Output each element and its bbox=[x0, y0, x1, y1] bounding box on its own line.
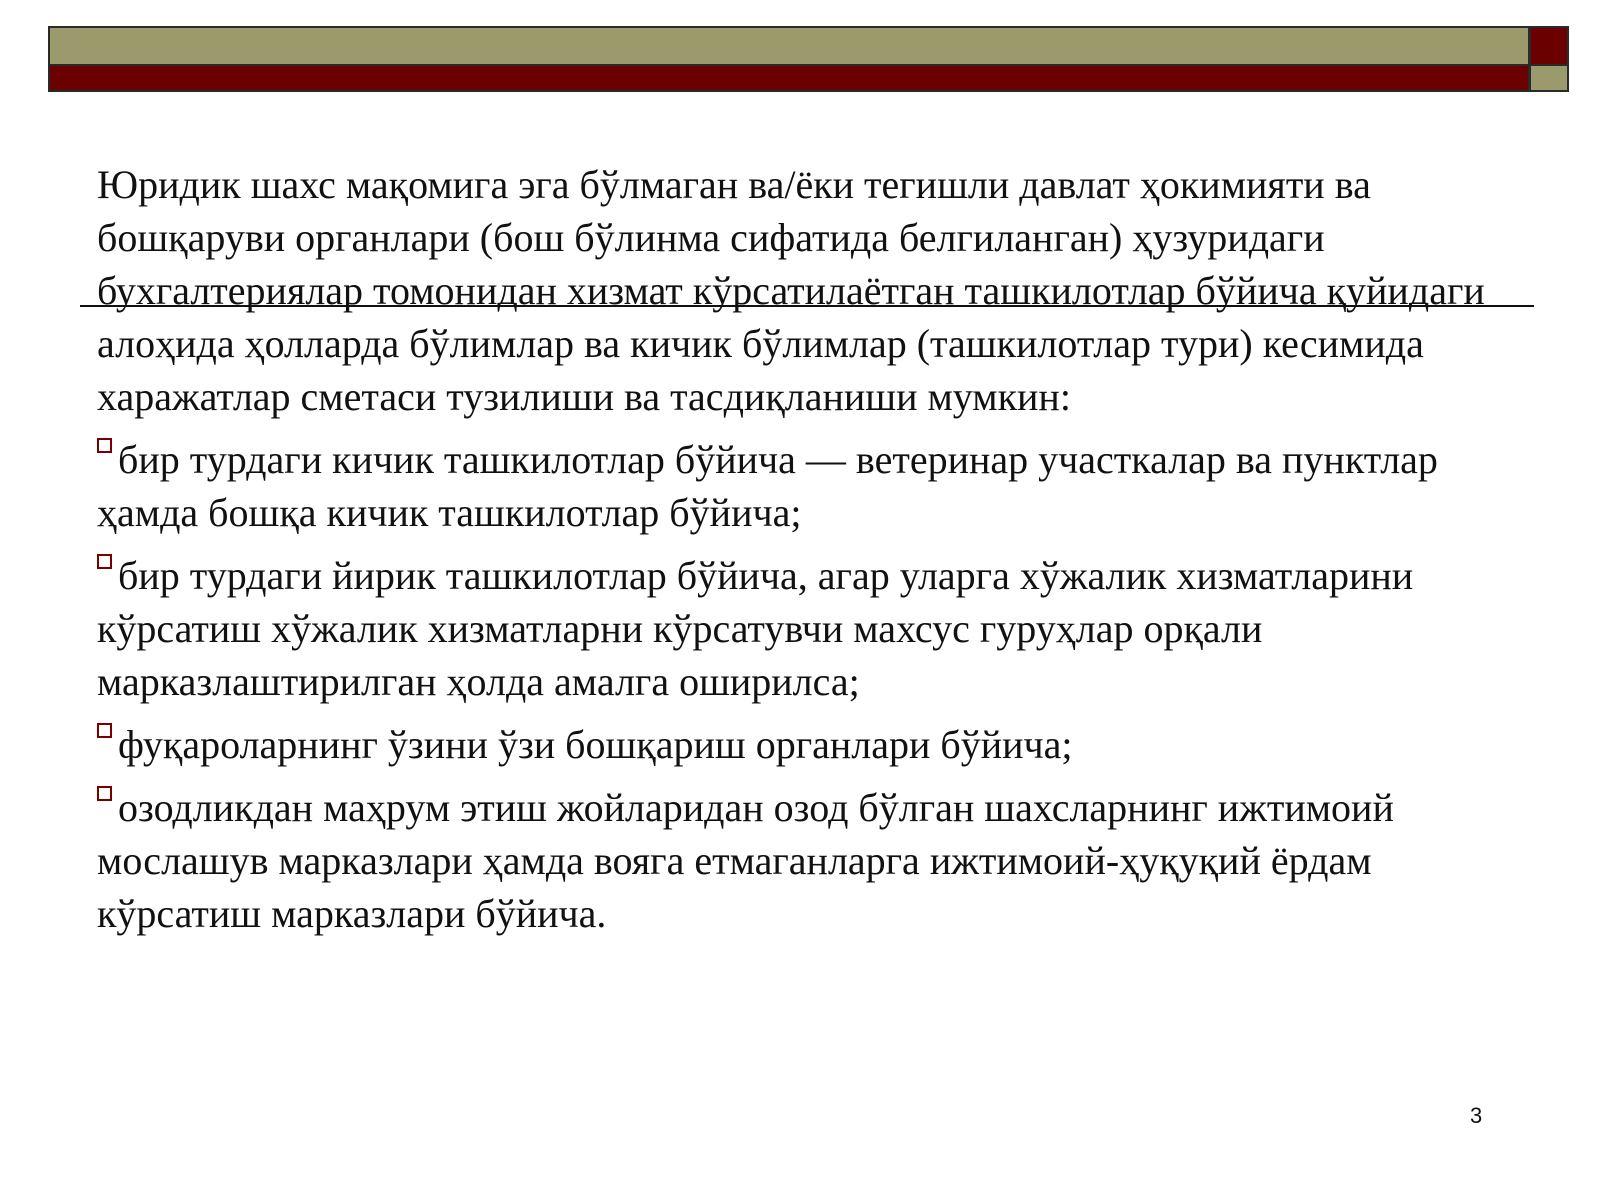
square-bullet-icon bbox=[97, 438, 112, 453]
square-bullet-icon bbox=[97, 554, 112, 569]
corner-olive-square bbox=[1531, 66, 1567, 90]
bullet-text: бир турдаги йирик ташкилотлар бўйича, агар уларга хўжалик хизматларини кўрсатиш хўжалик хизматларни кўрсатувчи махсус гуруҳлар орқали марказлаштирилган ҳолда амалга оширилса; bbox=[97, 553, 1414, 704]
bullet-item bbox=[97, 718, 1537, 771]
intro-paragraph: Юридик шахс мақомига эга бўлмаган ва/ёки тегишли давлат ҳокимияти ва бошқаруви органлари (бош бўлинма сифатида белгиланган) ҳузуридаги бухгалтериялар томонидан хизмат кўрсатилаётган ташкилотлар бўйича қуйидаги алоҳида ҳолларда бўлимлар ва кичик бўлимлар (ташкилотлар тури) кесимида харажатлар сметаси тузилиши ва тасдиқланиши мумкин: bbox=[97, 162, 1485, 419]
bullet-item bbox=[97, 781, 1537, 940]
header-maroon-stripe bbox=[50, 66, 1528, 90]
bullet-item bbox=[97, 433, 1537, 539]
bullet-text: бир турдаги кичик ташкилотлар бўйича — ветеринар участкалар ва пунктлар ҳамда бошқа кичик ташкилотлар бўйича; bbox=[97, 437, 1438, 535]
header-corner-block bbox=[1529, 26, 1569, 92]
bullet-item bbox=[97, 549, 1537, 708]
corner-maroon-square bbox=[1531, 28, 1567, 66]
header-decoration-bar bbox=[48, 26, 1530, 92]
slide-body bbox=[97, 158, 1537, 950]
header-olive-stripe bbox=[50, 28, 1528, 66]
square-bullet-icon bbox=[97, 786, 112, 801]
square-bullet-icon bbox=[97, 723, 112, 738]
slide-page-number: 3 bbox=[1470, 1103, 1483, 1128]
bullet-text: фуқароларнинг ўзини ўзи бошқариш органлари бўйича; bbox=[118, 722, 1073, 767]
bullet-text: озодликдан маҳрум этиш жойларидан озод бўлган шахсларнинг ижтимоий мослашув марказлари ҳамда вояга етмаганларга ижтимоий-ҳуқуқий ёрдам кўрсатиш марказлари бўйича. bbox=[97, 785, 1394, 936]
